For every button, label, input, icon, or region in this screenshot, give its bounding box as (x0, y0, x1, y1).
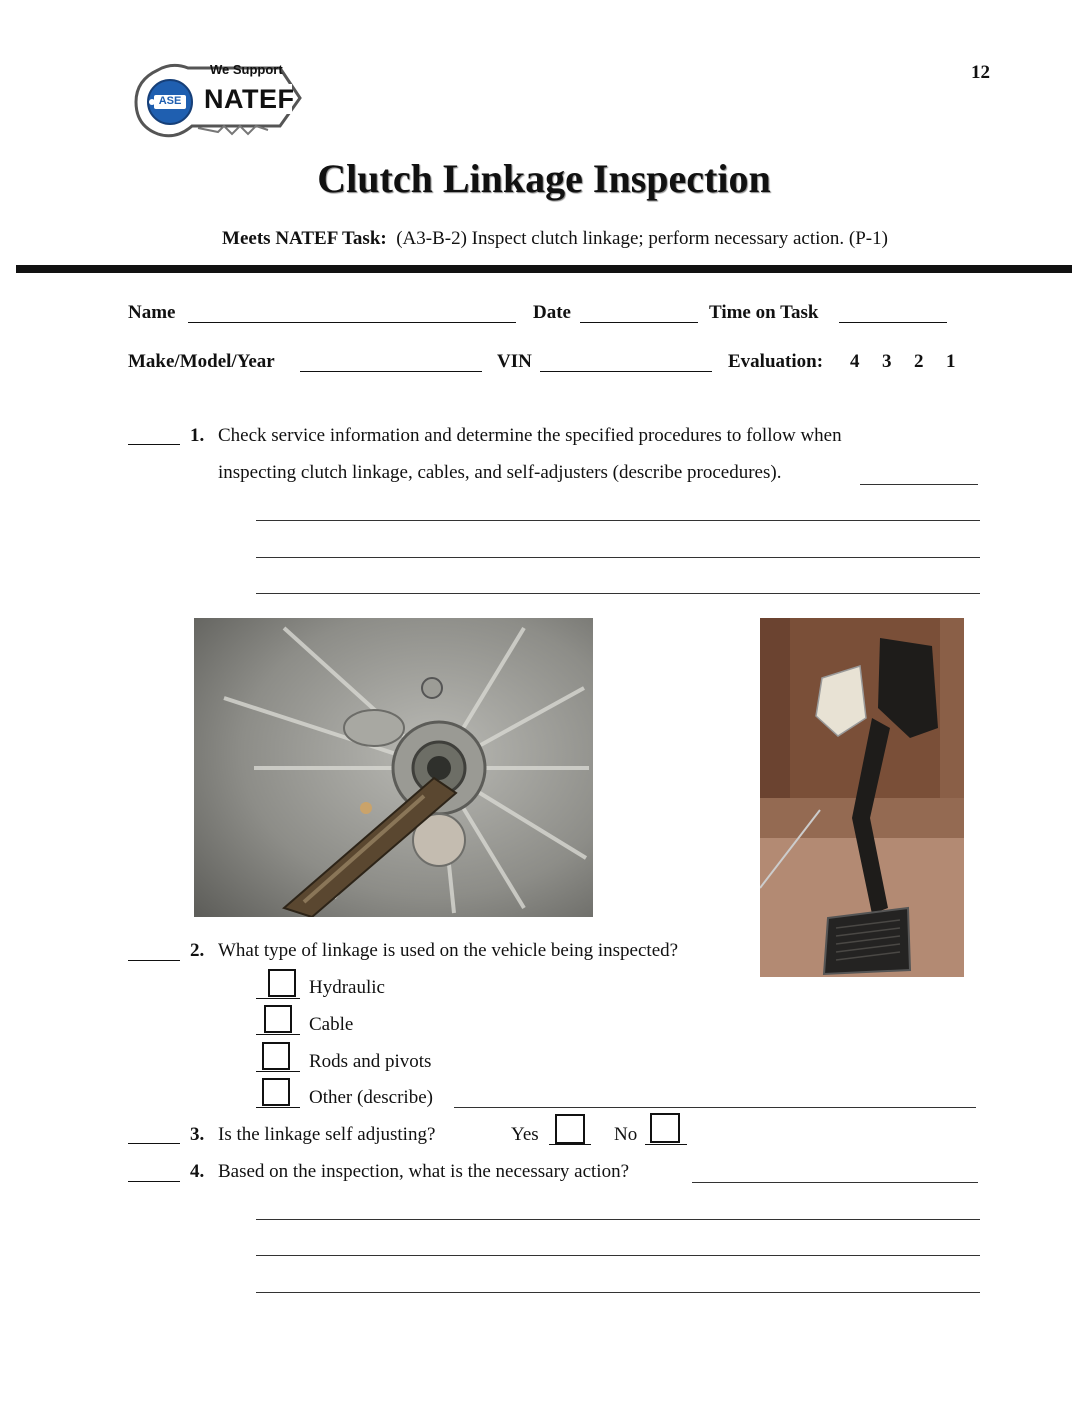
task-label: Meets NATEF Task: (222, 228, 387, 249)
option-other: Other (describe) (309, 1087, 433, 1108)
date-label: Date (533, 302, 571, 323)
checkbox-underline (549, 1144, 591, 1145)
q3-text: Is the linkage self adjusting? (218, 1124, 436, 1145)
cable-checkbox[interactable] (264, 1005, 292, 1033)
rods-pivots-checkbox[interactable] (262, 1042, 290, 1070)
q1-answer-line[interactable] (256, 520, 980, 521)
q1-checkoff-blank[interactable] (128, 444, 180, 445)
q4-checkoff-blank[interactable] (128, 1181, 180, 1182)
make-model-year-label: Make/Model/Year (128, 351, 275, 372)
q1-text-line2: inspecting clutch linkage, cables, and self-adjusters (describe procedures). (218, 462, 782, 483)
q1-answer-line[interactable] (256, 593, 980, 594)
q2-text: What type of linkage is used on the vehicle being inspected? (218, 940, 679, 961)
q4-answer-line[interactable] (692, 1182, 978, 1183)
no-checkbox[interactable] (650, 1113, 680, 1143)
evaluation-score-1[interactable]: 1 (946, 351, 956, 372)
yes-label: Yes (511, 1124, 539, 1145)
q1-number: 1. (190, 425, 205, 446)
task-statement (0, 228, 1088, 250)
evaluation-score-3[interactable]: 3 (882, 351, 892, 372)
make-model-year-field[interactable] (300, 371, 482, 372)
name-field[interactable] (188, 322, 516, 323)
q1-answer-line[interactable] (860, 484, 978, 485)
q4-answer-line[interactable] (256, 1292, 980, 1293)
evaluation-label: Evaluation: (728, 351, 824, 372)
time-on-task-label: Time on Task (709, 302, 819, 323)
checkbox-underline (256, 1107, 300, 1108)
q2-number: 2. (190, 940, 205, 961)
date-field[interactable] (580, 322, 698, 323)
page-title: Clutch Linkage Inspection (317, 156, 771, 201)
checkbox-underline (256, 1071, 300, 1072)
task-text: (A3-B-2) Inspect clutch linkage; perform necessary action. (P-1) (396, 228, 888, 249)
q4-answer-line[interactable] (256, 1255, 980, 1256)
q2-checkoff-blank[interactable] (128, 960, 180, 961)
option-hydraulic: Hydraulic (309, 977, 385, 998)
q4-answer-line[interactable] (256, 1219, 980, 1220)
yes-checkbox[interactable] (555, 1114, 585, 1144)
time-on-task-field[interactable] (839, 322, 947, 323)
q1-text-line1: Check service information and determine the specified procedures to follow when (218, 425, 842, 446)
q3-number: 3. (190, 1124, 205, 1145)
hydraulic-checkbox[interactable] (268, 969, 296, 997)
vin-field[interactable] (540, 371, 712, 372)
option-rods-pivots: Rods and pivots (309, 1051, 432, 1072)
checkbox-underline (645, 1144, 687, 1145)
q4-text: Based on the inspection, what is the necessary action? (218, 1161, 630, 1182)
checkbox-underline (256, 1034, 300, 1035)
vin-label: VIN (497, 351, 532, 372)
name-label: Name (128, 302, 176, 323)
evaluation-score-2[interactable]: 2 (914, 351, 924, 372)
logo-we-support: We Support (210, 62, 283, 77)
q4-number: 4. (190, 1161, 205, 1182)
page-number: 12 (971, 62, 990, 83)
q1-answer-line[interactable] (256, 557, 980, 558)
natef-logo (128, 60, 308, 148)
no-label: No (614, 1124, 638, 1145)
other-checkbox[interactable] (262, 1078, 290, 1106)
logo-natef: NATEF (204, 84, 295, 114)
transmission-bellhousing-photo (194, 618, 593, 917)
heavy-divider (16, 265, 1072, 273)
logo-ase: ASE (158, 95, 182, 107)
checkbox-underline (256, 998, 300, 999)
other-describe-line[interactable] (454, 1107, 976, 1108)
clutch-pedal-photo (760, 618, 964, 977)
evaluation-score-4[interactable]: 4 (850, 351, 860, 372)
q3-checkoff-blank[interactable] (128, 1143, 180, 1144)
option-cable: Cable (309, 1014, 354, 1035)
